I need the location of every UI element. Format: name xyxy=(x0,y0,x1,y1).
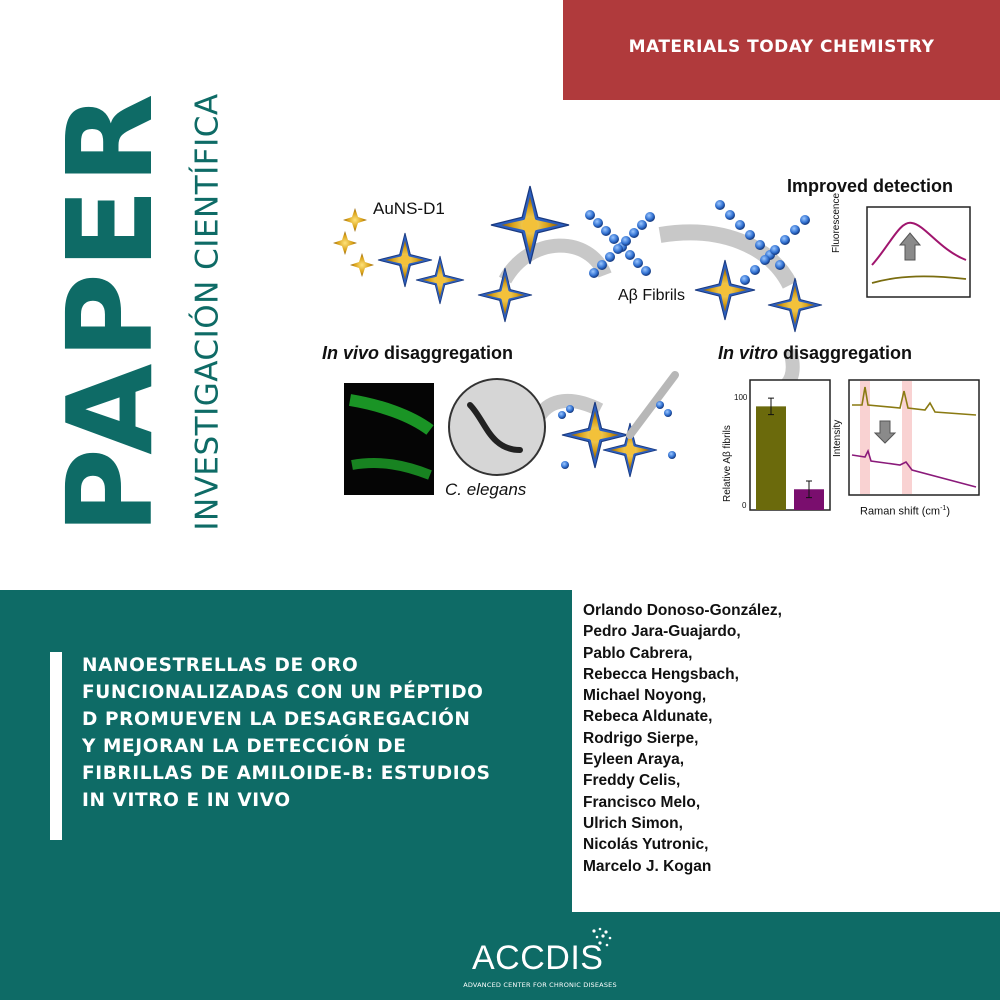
intensity-axis-label: Intensity xyxy=(832,419,843,457)
journal-banner xyxy=(563,0,1000,100)
c-elegans-label: C. elegans xyxy=(445,480,527,499)
author-list xyxy=(583,600,983,877)
author: Michael Noyong, xyxy=(583,687,707,705)
accdis-logo xyxy=(440,925,640,995)
author: Orlando Donoso-González, xyxy=(583,602,782,619)
logo-name: ACCDIS xyxy=(472,939,604,977)
side-heading xyxy=(0,0,240,580)
section-subtitle: INVESTIGACIÓN CIENTÍFICA xyxy=(189,93,226,531)
author: Eyleen Araya, xyxy=(583,751,685,769)
author: Nicolás Yutronic, xyxy=(583,836,709,854)
title-line: Y MEJORAN LA DETECCIÓN DE xyxy=(82,736,407,757)
title-line: IN VITRO E IN VIVO xyxy=(82,790,291,811)
title-line: D PROMUEVEN LA DESAGREGACIÓN xyxy=(82,709,471,730)
improved-detection-label: Improved detection xyxy=(787,176,954,196)
fluorescence-axis-label: Fluorescence xyxy=(831,192,842,253)
title-line: FUNCIONALIZADAS CON UN PÉPTIDO xyxy=(82,682,484,703)
relative-fibrils-axis-label: Relative Aβ fibrils xyxy=(722,425,733,502)
author: Francisco Melo, xyxy=(583,793,701,811)
fibrils-label: Aβ Fibrils xyxy=(618,287,685,304)
journal-name: MATERIALS TODAY CHEMISTRY xyxy=(628,37,935,57)
author: Rebeca Aldunate, xyxy=(583,708,713,726)
author: Rebecca Hengsbach, xyxy=(583,665,739,683)
author: Pablo Cabrera, xyxy=(583,644,693,662)
tick-0: 0 xyxy=(742,501,747,510)
author: Pedro Jara-Guajardo, xyxy=(583,623,741,641)
in-vitro-label: In vitro disaggregation xyxy=(718,343,913,363)
title-line: NANOESTRELLAS DE ORO xyxy=(82,655,359,676)
paper-heading: PAPER xyxy=(41,89,179,535)
in-vivo-label: In vivo disaggregation xyxy=(322,343,514,363)
author: Freddy Celis, xyxy=(583,772,681,790)
raman-axis-label: Raman shift $(cm^{-1})$ xyxy=(860,505,950,518)
aunsd1-label: AuNS-D1 xyxy=(373,199,445,218)
author: Rodrigo Sierpe, xyxy=(583,729,699,747)
title-accent-bar xyxy=(50,652,62,840)
author: Marcelo J. Kogan xyxy=(583,857,712,875)
tick-100: 100 xyxy=(734,393,748,402)
title-line: FIBRILLAS DE AMILOIDE-B: ESTUDIOS xyxy=(82,763,491,784)
author: Ulrich Simon, xyxy=(583,814,683,832)
graphical-abstract xyxy=(300,165,1000,535)
logo-tagline: ADVANCED CENTER FOR CHRONIC DISEASES xyxy=(463,981,617,989)
paper-title xyxy=(82,652,552,814)
bar-1 xyxy=(756,406,786,510)
c-elegans-image xyxy=(449,379,545,475)
